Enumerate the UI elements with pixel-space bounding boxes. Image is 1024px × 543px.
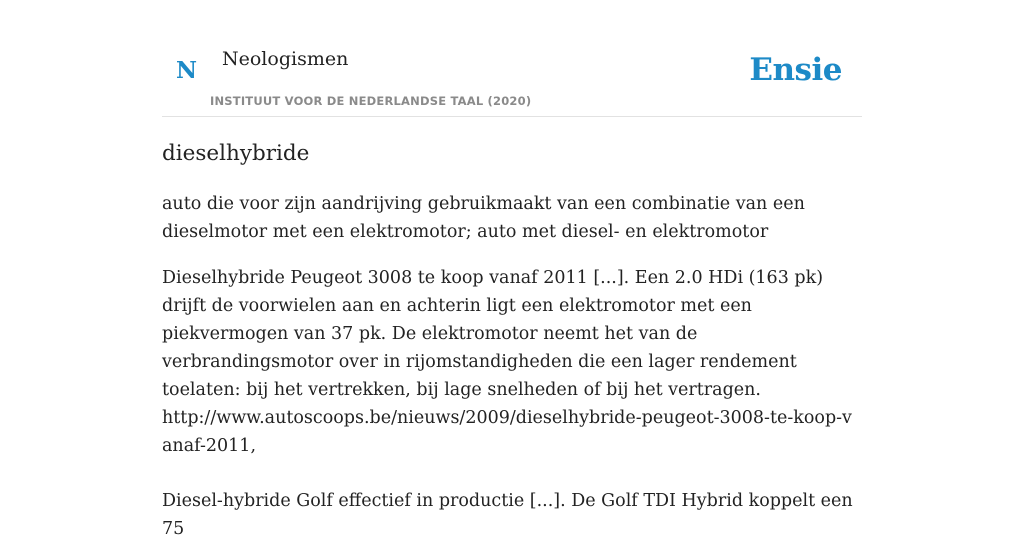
quote-source-url: http://www.autoscoops.be/nieuws/2009/dieselhybride-peugeot-3008-te-koop-vanaf-2011, bbox=[162, 408, 852, 456]
dictionary-name-link[interactable]: Neologismen bbox=[222, 48, 349, 70]
ensie-brand-logo[interactable]: Ensie bbox=[749, 52, 842, 88]
entry-headword: dieselhybride bbox=[162, 141, 310, 166]
quote-text: Dieselhybride Peugeot 3008 te koop vanaf 2011 [...]. Een 2.0 HDi (163 pk) drijft de voorwielen aan en achterin ligt een elektromotor met een piekvermogen van 37 pk. De elektromotor neemt het van de verbrandingsmotor over in rijomstandigheden die een lager rendement toelaten: bij het vertrekken, bij lage snelheden of bij het vertragen. bbox=[162, 268, 824, 400]
example-quote bbox=[162, 487, 862, 543]
entry-definition: auto die voor zijn aandrijving gebruikmaakt van een combinatie van een dieselmotor met een elektromotor; auto met diesel- en elektromotor bbox=[162, 194, 805, 242]
dictionary-header bbox=[162, 0, 862, 117]
publisher-label: INSTITUUT VOOR DE NEDERLANDSE TAAL (2020) bbox=[210, 94, 532, 108]
dictionary-entry bbox=[162, 138, 862, 543]
quote-text: Diesel-hybride Golf effectief in productie [...]. De Golf TDI Hybrid koppelt een 75 bbox=[162, 491, 853, 539]
example-quote bbox=[162, 264, 862, 460]
dictionary-logo-icon[interactable]: N bbox=[176, 57, 198, 84]
